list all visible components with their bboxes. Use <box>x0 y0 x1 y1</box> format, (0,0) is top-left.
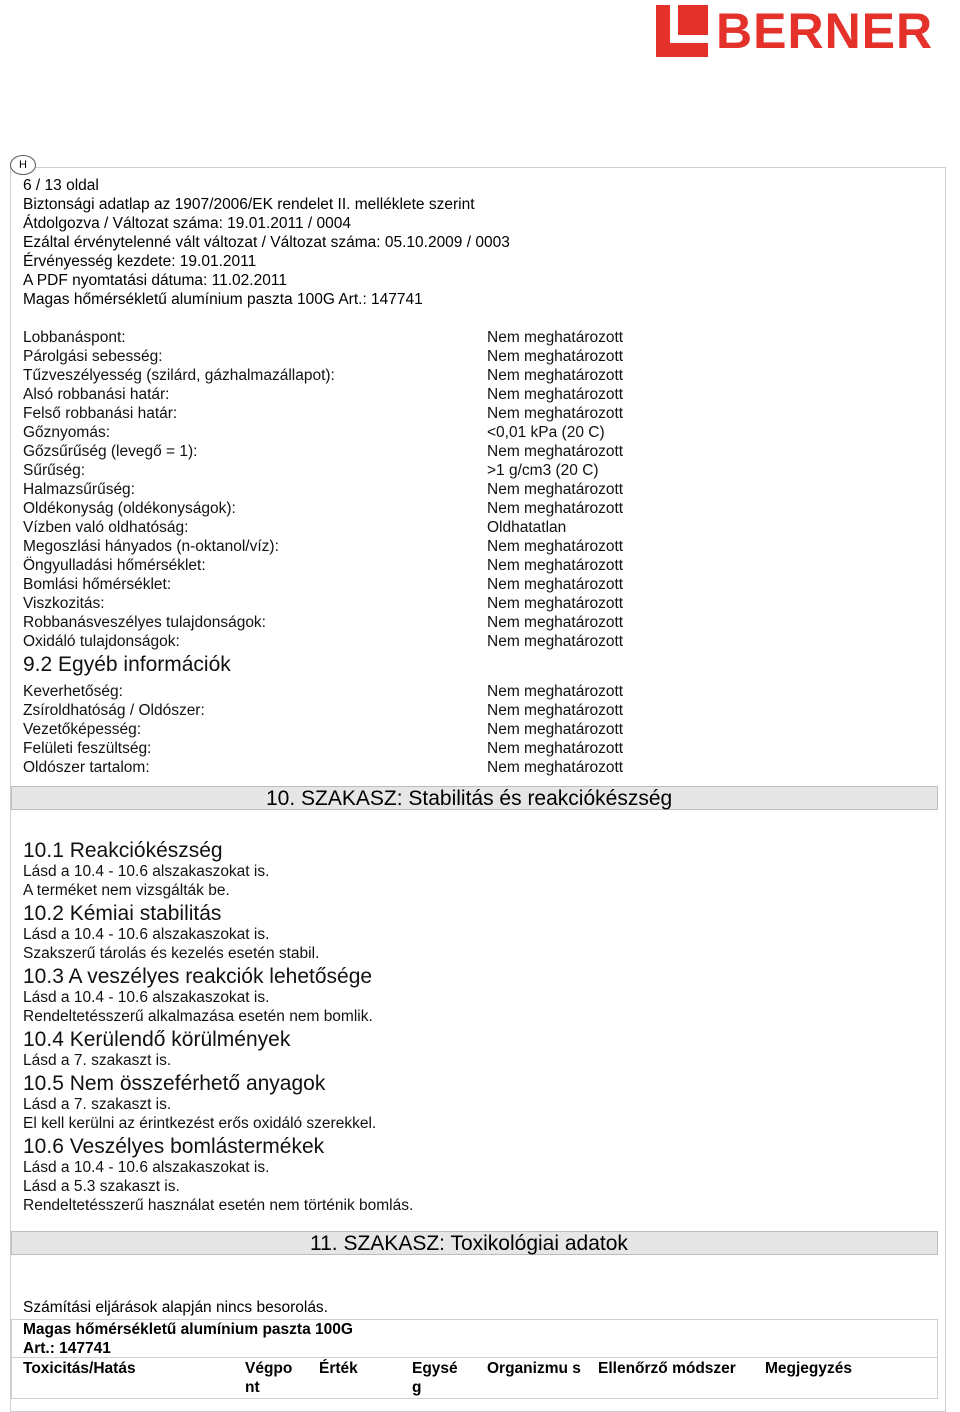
property-label: Vízben való oldhatóság: <box>23 519 189 536</box>
subsection-text: Lásd a 7. szakaszt is. <box>23 1052 172 1069</box>
property-label: Viszkozitás: <box>23 595 105 612</box>
subsection-text: El kell kerülni az érintkezést erős oxidáló szerekkel. <box>23 1115 377 1132</box>
superseded-line: Ezáltal érvénytelenné vált változat / Változat száma: 05.10.2009 / 0003 <box>23 234 510 251</box>
subsection-heading: 10.1 Reakciókészség <box>23 839 223 862</box>
section-10-title: 10. SZAKASZ: Stabilitás és reakciókészség <box>266 787 673 810</box>
property-label: Halmazsűrűség: <box>23 481 135 498</box>
property-label: Vezetőképesség: <box>23 721 142 738</box>
subsection-text: Lásd a 10.4 - 10.6 alszakaszokat is. <box>23 926 270 943</box>
subsection-text: Lásd a 5.3 szakaszt is. <box>23 1178 180 1195</box>
subsection-heading: 10.2 Kémiai stabilitás <box>23 902 222 925</box>
property-label: Zsíroldhatóság / Oldószer: <box>23 702 205 719</box>
property-row <box>23 613 723 632</box>
col-value: Érték <box>319 1360 358 1377</box>
subsection-text: Szakszerű tárolás és kezelés esetén stabil. <box>23 945 320 962</box>
property-row <box>23 739 723 758</box>
property-value: Nem meghatározott <box>487 538 624 555</box>
property-value: Nem meghatározott <box>487 614 624 631</box>
property-value: Nem meghatározott <box>487 721 624 738</box>
property-row <box>23 366 723 385</box>
property-value: Nem meghatározott <box>487 683 624 700</box>
property-row <box>23 328 723 347</box>
property-row <box>23 575 723 594</box>
subsection-heading: 10.5 Nem összeférhető anyagok <box>23 1072 326 1095</box>
property-row <box>23 701 723 720</box>
property-label: Felületi feszültség: <box>23 740 152 757</box>
section-10-content <box>23 838 413 1216</box>
property-row <box>23 347 723 366</box>
property-row <box>23 480 723 499</box>
subsection-text: Rendeltetésszerű használat esetén nem történik bomlás. <box>23 1197 414 1214</box>
toxicity-table-title: Magas hőmérsékletű alumínium paszta 100G Art.: 147741 <box>23 1321 353 1357</box>
subsection-text: Lásd a 10.4 - 10.6 alszakaszokat is. <box>23 1159 270 1176</box>
property-row <box>23 442 723 461</box>
revision-line: Átdolgozva / Változat száma: 19.01.2011 / 0004 <box>23 215 352 232</box>
col-toxicity: Toxicitás/Hatás <box>23 1360 136 1377</box>
logo-text: BERNER <box>716 3 934 59</box>
section-11-intro: Számítási eljárások alapján nincs besorolás. <box>23 1299 328 1316</box>
col-method: Ellenőrző módszer <box>598 1360 736 1377</box>
property-row <box>23 385 723 404</box>
property-label: Bomlási hőmérséklet: <box>23 576 172 593</box>
property-row <box>23 594 723 613</box>
regulation-line: Biztonsági adatlap az 1907/2006/EK rendelet II. melléklete szerint <box>23 196 475 213</box>
subsection-heading: 10.4 Kerülendő körülmények <box>23 1028 291 1051</box>
property-label: Keverhetőség: <box>23 683 123 700</box>
subsection-heading: 10.6 Veszélyes bomlástermékek <box>23 1135 325 1158</box>
property-row <box>23 499 723 518</box>
property-value: <0,01 kPa (20 C) <box>487 424 605 441</box>
property-row <box>23 632 723 651</box>
property-label: Párolgási sebesség: <box>23 348 163 365</box>
property-row <box>23 758 723 777</box>
property-label: Oldékonyság (oldékonyságok): <box>23 500 236 517</box>
col-endpoint: Végpo nt <box>245 1360 293 1396</box>
property-value: Nem meghatározott <box>487 329 624 346</box>
properties-list <box>23 328 723 777</box>
property-value: Nem meghatározott <box>487 500 624 517</box>
property-value: Nem meghatározott <box>487 348 624 365</box>
property-row <box>23 556 723 575</box>
subsection-text: A terméket nem vizsgálták be. <box>23 882 230 899</box>
col-remark: Megjegyzés <box>765 1360 853 1377</box>
property-value: Nem meghatározott <box>487 481 624 498</box>
property-value: Nem meghatározott <box>487 702 624 719</box>
property-value: Nem meghatározott <box>487 557 624 574</box>
property-row <box>23 461 723 480</box>
property-label: Sűrűség: <box>23 462 86 479</box>
property-label: Oxidáló tulajdonságok: <box>23 633 180 650</box>
col-unit: Egysé g <box>412 1360 458 1396</box>
property-value: >1 g/cm3 (20 C) <box>487 462 599 479</box>
table-divider <box>11 1357 938 1358</box>
property-value: Nem meghatározott <box>487 576 624 593</box>
property-label: Oldószer tartalom: <box>23 759 150 776</box>
property-value: Oldhatatlan <box>487 519 567 536</box>
property-row <box>23 404 723 423</box>
property-row <box>23 537 723 556</box>
property-label: Alsó robbanási határ: <box>23 386 170 403</box>
property-label: Öngyulladási hőmérséklet: <box>23 557 206 574</box>
property-label: Tűzveszélyesség (szilárd, gázhalmazállapot): <box>23 367 335 384</box>
valid-from-line: Érvényesség kezdete: 19.01.2011 <box>23 253 257 270</box>
subsection-text: Rendeltetésszerű alkalmazása esetén nem bomlik. <box>23 1008 373 1025</box>
property-label: Lobbanáspont: <box>23 329 126 346</box>
property-row <box>23 518 723 537</box>
section-10-bar <box>11 786 938 810</box>
subsection-text: Lásd a 10.4 - 10.6 alszakaszokat is. <box>23 989 270 1006</box>
subsection-text: Lásd a 7. szakaszt is. <box>23 1096 172 1113</box>
property-value: Nem meghatározott <box>487 443 624 460</box>
property-label: Megoszlási hányados (n-oktanol/víz): <box>23 538 279 555</box>
other-info-heading: 9.2 Egyéb információk <box>23 653 231 676</box>
property-value: Nem meghatározott <box>487 386 624 403</box>
property-row <box>23 423 723 442</box>
property-row <box>23 682 723 701</box>
col-organism: Organizmu s <box>487 1360 581 1377</box>
property-label: Gőznyomás: <box>23 424 111 441</box>
product-line: Magas hőmérsékletű alumínium paszta 100G Art.: 147741 <box>23 291 423 308</box>
subsection-heading: 10.3 A veszélyes reakciók lehetősége <box>23 965 373 988</box>
section-11-bar <box>11 1231 938 1255</box>
property-value: Nem meghatározott <box>487 405 624 422</box>
property-value: Nem meghatározott <box>487 633 624 650</box>
subsection-text: Lásd a 10.4 - 10.6 alszakaszokat is. <box>23 863 270 880</box>
property-label: Felső robbanási határ: <box>23 405 178 422</box>
print-date-line: A PDF nyomtatási dátuma: 11.02.2011 <box>23 272 287 289</box>
page-number: 6 / 13 oldal <box>23 177 99 194</box>
property-label: Gőzsűrűség (levegő = 1): <box>23 443 198 460</box>
section-11-title: 11. SZAKASZ: Toxikológiai adatok <box>310 1232 628 1255</box>
property-value: Nem meghatározott <box>487 740 624 757</box>
berner-logo <box>656 5 933 57</box>
property-value: Nem meghatározott <box>487 367 624 384</box>
property-value: Nem meghatározott <box>487 759 624 776</box>
property-value: Nem meghatározott <box>487 595 624 612</box>
property-row <box>23 720 723 739</box>
property-label: Robbanásveszélyes tulajdonságok: <box>23 614 266 631</box>
hungarian-marker: H <box>10 155 36 175</box>
document-header <box>23 176 510 309</box>
berner-logo-mark-icon <box>656 5 708 57</box>
